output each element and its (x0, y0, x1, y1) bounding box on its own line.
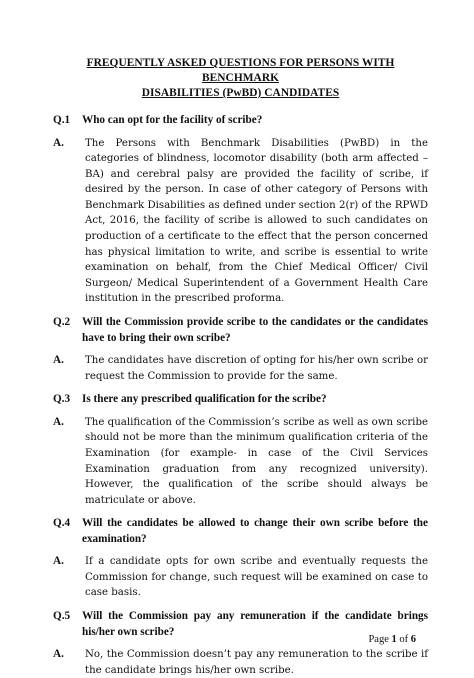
question-text: Will the candidates be allowed to change their own scribe before the examination? (82, 517, 428, 545)
answer-4 (53, 554, 428, 601)
question-text: Will the Commission provide scribe to the candidates or the candidates have to bring their own scribe? (82, 316, 428, 344)
answer-3 (53, 415, 428, 509)
answer-1 (53, 136, 428, 308)
question-4 (53, 516, 428, 547)
title-line-1: FREQUENTLY ASKED QUESTIONS FOR PERSONS WITH BENCHMARK (86, 57, 395, 84)
question-text: Who can opt for the facility of scribe? (82, 114, 263, 126)
answer-5 (53, 647, 428, 678)
title-line-2: DISABILITIES (PwBD) CANDIDATES (141, 87, 340, 99)
page-word: Page (368, 634, 389, 645)
faq-item-4 (53, 516, 428, 601)
of-word: of (399, 634, 409, 645)
question-number: Q.2 (53, 316, 71, 329)
answer-marker: A. (53, 415, 64, 428)
answer-marker: A. (53, 354, 64, 367)
document-title (53, 56, 428, 101)
page-current: 1 (391, 634, 397, 645)
question-text: Will the Commission pay any remuneration if the candidate brings his/her own scribe? (82, 610, 428, 638)
question-2 (53, 315, 428, 346)
question-number: Q.5 (53, 610, 71, 623)
question-number: Q.4 (53, 517, 71, 530)
faq-item-3 (53, 392, 428, 508)
question-text: Is there any prescribed qualification for the scribe? (82, 393, 327, 406)
question-1 (53, 113, 428, 129)
faq-item-1 (53, 113, 428, 307)
answer-text: The candidates have discretion of opting for his/her own scribe or request the Commission to provide for the same. (85, 355, 428, 382)
answer-2 (53, 353, 428, 384)
faq-item-2 (53, 315, 428, 384)
answer-text: No, the Commission doesn’t pay any remuneration to the scribe if the candidate brings his/her own scribe. (85, 649, 428, 676)
question-number: Q.1 (53, 114, 71, 126)
answer-text: If a candidate opts for own scribe and eventually requests the Commission for change, such request will be examined on case to case basis. (85, 556, 428, 599)
answer-marker: A. (53, 555, 64, 568)
answer-marker: A. (53, 648, 64, 661)
page-total: 6 (410, 634, 416, 645)
answer-marker: A. (53, 136, 64, 149)
answer-text: The qualification of the Commission’s scribe as well as own scribe should not be more than the minimum qualification criteria of the Examination (for example- in case of the Civil Services Examination graduation from any recognized university). However, the qualification of the scribe should always be matriculate or above. (85, 416, 428, 506)
question-number: Q.3 (53, 393, 71, 406)
question-3 (53, 392, 428, 408)
answer-text: The Persons with Benchmark Disabilities (PwBD) in the categories of blindness, locomotor disability (both arm affected – BA) and cerebral palsy are provided the facility of scribe, if desired by the person. In case of other category of Persons with Benchmark Disabilities as defined under section 2(r) of the RPWD Act, 2016, the facility of scribe is allowed to such candidates on production of a certificate to the effect that the person concerned has physical limitation to write, and scribe is essential to write examination on behalf, from the Chief Medical Officer/ Civil Surgeon/ Medical Superintendent of a Government Health Care institution in the prescribed proforma. (85, 137, 428, 305)
page-number (368, 634, 416, 645)
